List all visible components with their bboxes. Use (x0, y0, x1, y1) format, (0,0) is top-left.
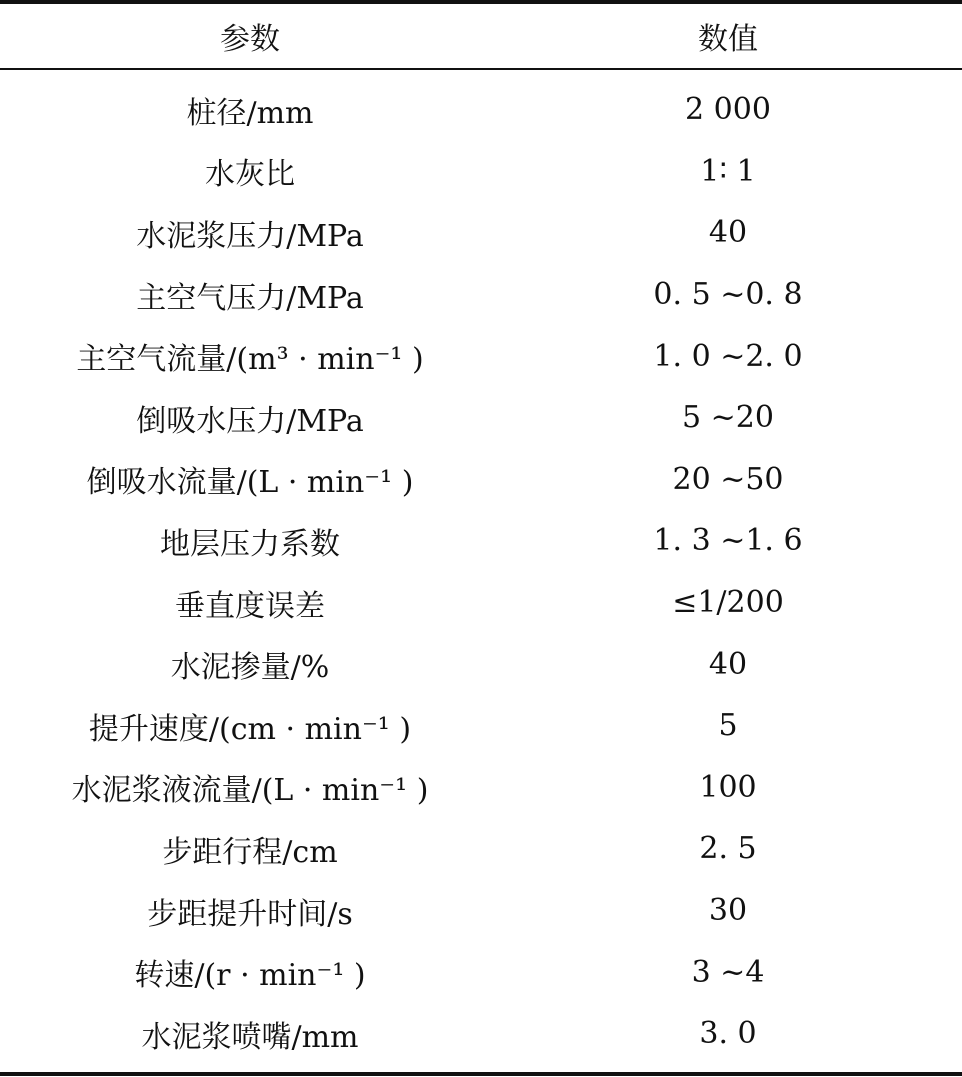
value-cell: 0. 5 ~0. 8 (653, 277, 803, 313)
param-cell: 垂直度误差 (175, 588, 325, 624)
value-cell: 2. 5 (699, 831, 757, 867)
table-row (0, 264, 962, 326)
value-cell: 30 (708, 893, 748, 929)
table-bottom-rule (0, 1072, 962, 1076)
table-row (0, 818, 962, 880)
table-row (0, 510, 962, 572)
param-cell: 水泥浆液流量/(L · min⁻¹ ) (71, 773, 429, 809)
param-cell: 水泥浆压力/MPa (136, 218, 364, 254)
param-cell: 提升速度/(cm · min⁻¹ ) (88, 711, 412, 747)
table-header-row (0, 4, 962, 68)
value-cell: 2 000 (685, 92, 771, 128)
table-row (0, 325, 962, 387)
value-cell: 20 ~50 (672, 461, 784, 497)
table-row (0, 633, 962, 695)
table-row (0, 1003, 962, 1065)
value-cell: 3 ~4 (691, 954, 765, 990)
table-row (0, 79, 962, 141)
param-cell: 水泥掺量/% (170, 650, 330, 686)
table-header-rule (0, 68, 962, 70)
header-value: 数值 (698, 22, 758, 57)
value-cell: 5 (718, 708, 738, 744)
param-cell: 主空气压力/MPa (136, 280, 364, 316)
table-row (0, 387, 962, 449)
table-row (0, 941, 962, 1003)
table-row (0, 695, 962, 757)
value-cell: 100 (699, 769, 757, 805)
value-cell: 3. 0 (699, 1016, 757, 1052)
table-row (0, 757, 962, 819)
table-row (0, 880, 962, 942)
table-row (0, 141, 962, 203)
table-row (0, 449, 962, 511)
param-cell: 水灰比 (205, 157, 295, 193)
table-row (0, 202, 962, 264)
param-cell: 倒吸水流量/(L · min⁻¹ ) (86, 465, 414, 501)
value-cell: 40 (708, 646, 748, 682)
value-cell: 5 ~20 (682, 400, 774, 436)
param-cell: 倒吸水压力/MPa (136, 403, 364, 439)
param-cell: 步距提升时间/s (147, 896, 353, 932)
param-cell: 步距行程/cm (162, 834, 338, 870)
value-cell: 1∶ 1 (700, 153, 756, 189)
table-body (0, 79, 962, 1065)
value-cell: 1. 0 ~2. 0 (653, 338, 803, 374)
param-cell: 转速/(r · min⁻¹ ) (134, 958, 366, 994)
param-cell: 桩径/mm (186, 95, 314, 131)
param-cell: 主空气流量/(m³ · min⁻¹ ) (76, 342, 424, 378)
value-cell: 40 (708, 215, 748, 251)
value-cell: 1. 3 ~1. 6 (653, 523, 803, 559)
param-cell: 水泥浆喷嘴/mm (141, 1019, 359, 1055)
header-param: 参数 (220, 22, 280, 57)
value-cell: ≤1/200 (672, 585, 784, 621)
table-row (0, 572, 962, 634)
param-cell: 地层压力系数 (160, 526, 340, 562)
